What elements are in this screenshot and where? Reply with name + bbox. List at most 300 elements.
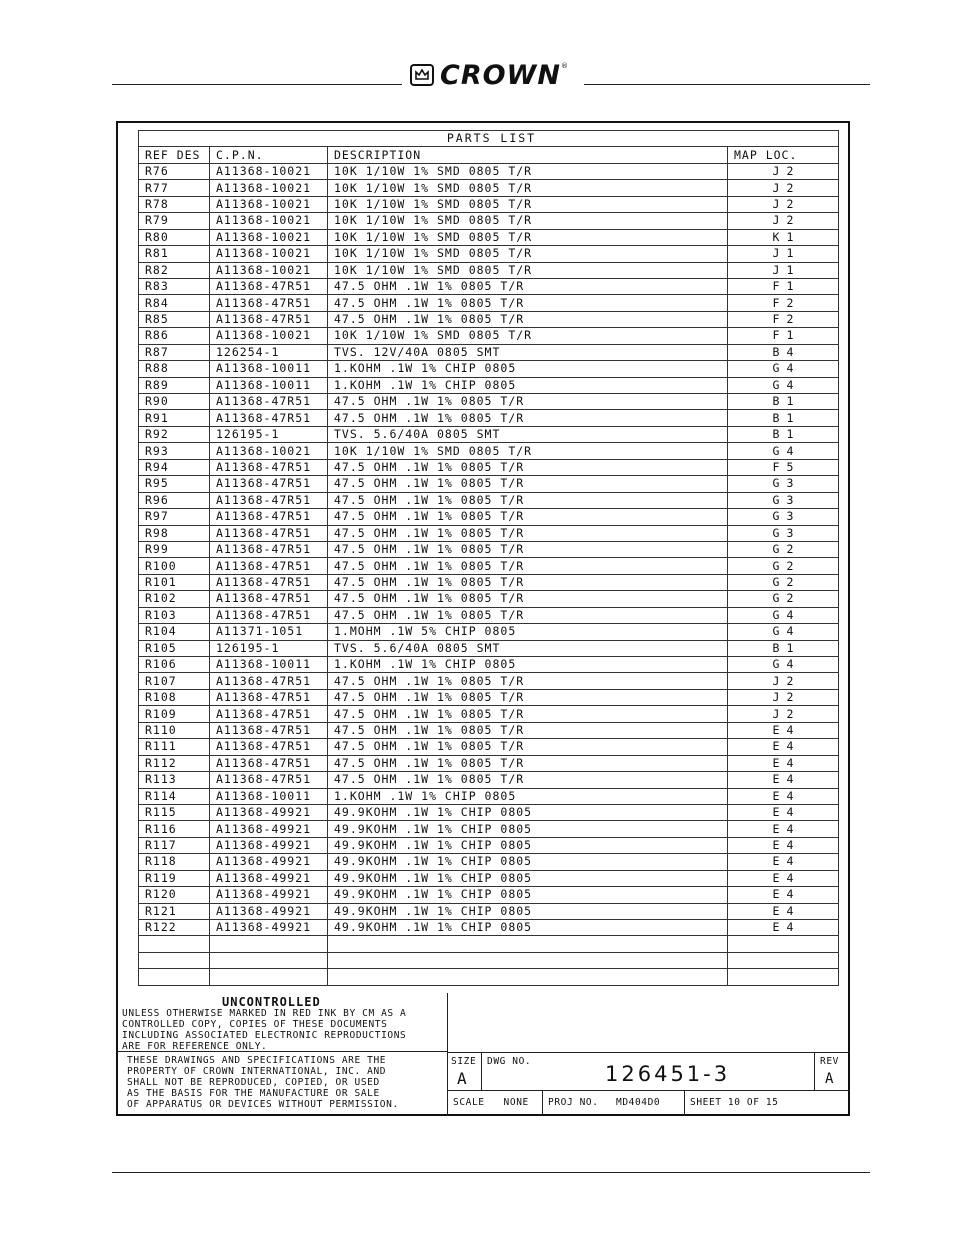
brand-name: CROWN <box>440 59 561 91</box>
map-grid-letter: G <box>772 575 780 590</box>
table-row <box>139 295 839 311</box>
table-row <box>139 804 839 820</box>
proj-label: PROJ NO. <box>548 1097 599 1108</box>
cell-ref-des: R88 <box>139 361 210 377</box>
cell-description: 47.5 OHM .1W 1% 0805 T/R <box>328 525 728 541</box>
map-grid-number: 1 <box>786 427 794 442</box>
blank-row <box>139 952 839 968</box>
map-grid-number: 4 <box>786 805 794 820</box>
cell-cpn: A11368-10021 <box>210 328 328 344</box>
map-grid-number: 1 <box>786 640 794 655</box>
cell-ref-des: R102 <box>139 591 210 607</box>
cell-description: 49.9KOHM .1W 1% CHIP 0805 <box>328 903 728 919</box>
cell-description: TVS. 5.6/40A 0805 SMT <box>328 640 728 656</box>
map-grid-number: 2 <box>786 180 794 195</box>
cell-description: 47.5 OHM .1W 1% 0805 T/R <box>328 689 728 705</box>
cell-map-loc <box>728 541 839 557</box>
cell-description: 1.KOHM .1W 1% CHIP 0805 <box>328 657 728 673</box>
map-grid-number: 2 <box>786 213 794 228</box>
table-row <box>139 509 839 525</box>
cell-description: 10K 1/10W 1% SMD 0805 T/R <box>328 229 728 245</box>
table-row <box>139 887 839 903</box>
map-grid-number: 4 <box>786 755 794 770</box>
map-grid-number: 1 <box>786 410 794 425</box>
cell-ref-des: R92 <box>139 426 210 442</box>
table-row <box>139 311 839 327</box>
cell-description: 1.KOHM .1W 1% CHIP 0805 <box>328 361 728 377</box>
table-row <box>139 426 839 442</box>
map-grid-letter: B <box>772 640 780 655</box>
cell-description: 49.9KOHM .1W 1% CHIP 0805 <box>328 821 728 837</box>
map-grid-number: 3 <box>786 492 794 507</box>
cell-cpn: A11368-49921 <box>210 920 328 936</box>
proprietary-line-4: AS THE BASIS FOR THE MANUFACTURE OR SALE <box>127 1088 380 1099</box>
cell-ref-des: R95 <box>139 476 210 492</box>
cell-cpn: A11368-47R51 <box>210 739 328 755</box>
map-grid-number: 1 <box>786 279 794 294</box>
cell-map-loc <box>728 213 839 229</box>
cell-cpn: A11368-47R51 <box>210 722 328 738</box>
cell-ref-des: R103 <box>139 607 210 623</box>
table-row <box>139 476 839 492</box>
uncontrolled-line-2: CONTROLLED COPY, COPIES OF THESE DOCUMENTS <box>122 1019 388 1030</box>
cell-cpn: A11368-47R51 <box>210 311 328 327</box>
map-grid-letter: F <box>772 312 780 327</box>
cell-cpn: A11368-10021 <box>210 229 328 245</box>
cell-description: 49.9KOHM .1W 1% CHIP 0805 <box>328 804 728 820</box>
cell-map-loc <box>728 722 839 738</box>
map-grid-number: 4 <box>786 870 794 885</box>
map-grid-number: 3 <box>786 525 794 540</box>
map-grid-letter: G <box>772 591 780 606</box>
cell-cpn: A11368-49921 <box>210 870 328 886</box>
table-row <box>139 443 839 459</box>
table-row <box>139 624 839 640</box>
cell-description: 47.5 OHM .1W 1% 0805 T/R <box>328 410 728 426</box>
cell-cpn: A11368-10011 <box>210 377 328 393</box>
table-row <box>139 262 839 278</box>
cell-ref-des: R100 <box>139 558 210 574</box>
cell-map-loc <box>728 755 839 771</box>
blank-cell <box>328 936 728 952</box>
cell-map-loc <box>728 163 839 179</box>
map-grid-letter: B <box>772 410 780 425</box>
cell-cpn: A11368-47R51 <box>210 278 328 294</box>
blank-cell <box>728 952 839 968</box>
cell-ref-des: R116 <box>139 821 210 837</box>
cell-cpn: 126195-1 <box>210 640 328 656</box>
table-row <box>139 706 839 722</box>
header-rule-left <box>112 84 402 85</box>
cell-ref-des: R82 <box>139 262 210 278</box>
table-row <box>139 377 839 393</box>
parts-list-title: PARTS LIST <box>139 131 839 147</box>
table-row <box>139 640 839 656</box>
table-row <box>139 689 839 705</box>
map-grid-number: 4 <box>786 739 794 754</box>
cell-description: 47.5 OHM .1W 1% 0805 T/R <box>328 394 728 410</box>
cell-ref-des: R93 <box>139 443 210 459</box>
blank-cell <box>328 952 728 968</box>
cell-map-loc <box>728 394 839 410</box>
cell-map-loc <box>728 673 839 689</box>
cell-ref-des: R97 <box>139 509 210 525</box>
col-cpn: C.P.N. <box>210 147 328 163</box>
map-grid-letter: G <box>772 607 780 622</box>
cell-cpn: A11368-10021 <box>210 196 328 212</box>
map-grid-number: 1 <box>786 262 794 277</box>
proprietary-line-5: OF APPARATUS OR DEVICES WITHOUT PERMISSION. <box>127 1099 399 1110</box>
cell-map-loc <box>728 196 839 212</box>
cell-ref-des: R106 <box>139 657 210 673</box>
cell-description: TVS. 12V/40A 0805 SMT <box>328 344 728 360</box>
cell-map-loc <box>728 476 839 492</box>
cell-cpn: A11368-47R51 <box>210 541 328 557</box>
cell-map-loc <box>728 920 839 936</box>
map-grid-number: 1 <box>786 229 794 244</box>
map-grid-number: 4 <box>786 722 794 737</box>
map-grid-number: 5 <box>786 459 794 474</box>
cell-cpn: A11368-47R51 <box>210 607 328 623</box>
table-row <box>139 673 839 689</box>
cell-description: 1.MOHM .1W 5% CHIP 0805 <box>328 624 728 640</box>
cell-ref-des: R89 <box>139 377 210 393</box>
cell-map-loc <box>728 262 839 278</box>
cell-cpn: A11368-49921 <box>210 804 328 820</box>
cell-cpn: A11368-47R51 <box>210 476 328 492</box>
cell-description: 10K 1/10W 1% SMD 0805 T/R <box>328 163 728 179</box>
cell-cpn: A11368-10021 <box>210 262 328 278</box>
cell-map-loc <box>728 328 839 344</box>
map-grid-number: 1 <box>786 328 794 343</box>
col-description: DESCRIPTION <box>328 147 728 163</box>
map-grid-letter: G <box>772 492 780 507</box>
uncontrolled-line-3: INCLUDING ASSOCIATED ELECTRONIC REPRODUCTIONS <box>122 1030 407 1041</box>
cell-ref-des: R107 <box>139 673 210 689</box>
map-grid-letter: F <box>772 459 780 474</box>
cell-map-loc <box>728 624 839 640</box>
cell-map-loc <box>728 525 839 541</box>
map-grid-letter: G <box>772 558 780 573</box>
map-grid-number: 4 <box>786 788 794 803</box>
cell-cpn: 126195-1 <box>210 426 328 442</box>
cell-ref-des: R87 <box>139 344 210 360</box>
table-row <box>139 722 839 738</box>
crown-logo <box>410 60 585 90</box>
table-row <box>139 607 839 623</box>
table-row <box>139 246 839 262</box>
map-grid-number: 4 <box>786 624 794 639</box>
cell-map-loc <box>728 459 839 475</box>
cell-cpn: A11368-10021 <box>210 213 328 229</box>
cell-cpn: A11368-47R51 <box>210 772 328 788</box>
table-row <box>139 574 839 590</box>
cell-description: 47.5 OHM .1W 1% 0805 T/R <box>328 509 728 525</box>
map-grid-number: 4 <box>786 821 794 836</box>
sheet-text: SHEET 10 OF 15 <box>690 1097 779 1108</box>
cell-ref-des: R120 <box>139 887 210 903</box>
table-row <box>139 920 839 936</box>
map-grid-number: 4 <box>786 838 794 853</box>
table-row <box>139 755 839 771</box>
map-grid-letter: J <box>772 213 780 228</box>
cell-ref-des: R84 <box>139 295 210 311</box>
col-map-loc: MAP LOC. <box>728 147 839 163</box>
cell-cpn: A11368-47R51 <box>210 295 328 311</box>
cell-ref-des: R96 <box>139 492 210 508</box>
cell-ref-des: R115 <box>139 804 210 820</box>
table-row <box>139 328 839 344</box>
table-row <box>139 278 839 294</box>
cell-description: 47.5 OHM .1W 1% 0805 T/R <box>328 607 728 623</box>
cell-cpn: A11368-47R51 <box>210 410 328 426</box>
cell-description: 10K 1/10W 1% SMD 0805 T/R <box>328 213 728 229</box>
table-row <box>139 903 839 919</box>
cell-map-loc <box>728 377 839 393</box>
map-grid-number: 4 <box>786 657 794 672</box>
cell-cpn: A11368-47R51 <box>210 394 328 410</box>
map-grid-letter: B <box>772 344 780 359</box>
cell-map-loc <box>728 443 839 459</box>
cell-description: 47.5 OHM .1W 1% 0805 T/R <box>328 295 728 311</box>
map-grid-number: 2 <box>786 591 794 606</box>
cell-cpn: A11368-49921 <box>210 837 328 853</box>
table-row <box>139 492 839 508</box>
cell-ref-des: R109 <box>139 706 210 722</box>
cell-description: 10K 1/10W 1% SMD 0805 T/R <box>328 246 728 262</box>
map-grid-letter: E <box>772 805 780 820</box>
cell-ref-des: R99 <box>139 541 210 557</box>
rev-label: REV <box>820 1056 839 1067</box>
table-row <box>139 591 839 607</box>
map-grid-letter: E <box>772 739 780 754</box>
table-row <box>139 821 839 837</box>
map-grid-letter: G <box>772 509 780 524</box>
cell-cpn: A11368-47R51 <box>210 673 328 689</box>
table-row <box>139 196 839 212</box>
blank-row <box>139 969 839 985</box>
map-grid-letter: G <box>772 657 780 672</box>
cell-map-loc <box>728 246 839 262</box>
cell-map-loc <box>728 591 839 607</box>
map-grid-letter: E <box>772 821 780 836</box>
cell-description: 49.9KOHM .1W 1% CHIP 0805 <box>328 920 728 936</box>
cell-cpn: A11368-47R51 <box>210 492 328 508</box>
cell-ref-des: R110 <box>139 722 210 738</box>
map-grid-letter: E <box>772 887 780 902</box>
map-grid-number: 2 <box>786 575 794 590</box>
cell-map-loc <box>728 739 839 755</box>
cell-map-loc <box>728 854 839 870</box>
blank-cell <box>728 936 839 952</box>
cell-cpn: A11368-49921 <box>210 887 328 903</box>
crown-icon <box>410 64 434 86</box>
cell-map-loc <box>728 344 839 360</box>
dwg-number: 126451-3 <box>605 1062 731 1086</box>
cell-ref-des: R113 <box>139 772 210 788</box>
cell-ref-des: R90 <box>139 394 210 410</box>
cell-map-loc <box>728 180 839 196</box>
blank-cell <box>328 969 728 985</box>
map-grid-number: 2 <box>786 558 794 573</box>
size-label: SIZE <box>451 1056 477 1067</box>
uncontrolled-line-1: UNLESS OTHERWISE MARKED IN RED INK BY CM AS A <box>122 1008 407 1019</box>
map-grid-letter: J <box>772 180 780 195</box>
map-grid-number: 2 <box>786 690 794 705</box>
map-grid-number: 4 <box>786 903 794 918</box>
map-grid-number: 2 <box>786 706 794 721</box>
cell-cpn: A11368-47R51 <box>210 591 328 607</box>
cell-description: 10K 1/10W 1% SMD 0805 T/R <box>328 443 728 459</box>
cell-map-loc <box>728 492 839 508</box>
table-row <box>139 394 839 410</box>
cell-ref-des: R111 <box>139 739 210 755</box>
cell-map-loc <box>728 295 839 311</box>
cell-description: 49.9KOHM .1W 1% CHIP 0805 <box>328 870 728 886</box>
cell-cpn: A11368-10011 <box>210 657 328 673</box>
cell-description: 47.5 OHM .1W 1% 0805 T/R <box>328 722 728 738</box>
cell-cpn: A11368-47R51 <box>210 755 328 771</box>
cell-map-loc <box>728 361 839 377</box>
map-grid-letter: G <box>772 542 780 557</box>
cell-map-loc <box>728 311 839 327</box>
cell-ref-des: R83 <box>139 278 210 294</box>
table-row <box>139 837 839 853</box>
cell-ref-des: R91 <box>139 410 210 426</box>
map-grid-number: 3 <box>786 476 794 491</box>
cell-map-loc <box>728 410 839 426</box>
cell-cpn: A11368-47R51 <box>210 558 328 574</box>
map-grid-letter: G <box>772 525 780 540</box>
map-grid-letter: B <box>772 427 780 442</box>
cell-cpn: A11368-47R51 <box>210 459 328 475</box>
map-grid-letter: F <box>772 295 780 310</box>
map-grid-number: 2 <box>786 196 794 211</box>
cell-ref-des: R114 <box>139 788 210 804</box>
table-row <box>139 344 839 360</box>
map-grid-letter: J <box>772 196 780 211</box>
map-grid-number: 4 <box>786 344 794 359</box>
blank-cell <box>210 952 328 968</box>
table-row <box>139 870 839 886</box>
map-grid-letter: K <box>772 229 780 244</box>
cell-ref-des: R117 <box>139 837 210 853</box>
parts-list-table <box>138 130 839 986</box>
proprietary-line-1: THESE DRAWINGS AND SPECIFICATIONS ARE THE <box>127 1055 387 1066</box>
cell-ref-des: R105 <box>139 640 210 656</box>
map-grid-letter: E <box>772 755 780 770</box>
map-grid-letter: E <box>772 920 780 935</box>
map-grid-number: 2 <box>786 164 794 179</box>
cell-description: 47.5 OHM .1W 1% 0805 T/R <box>328 459 728 475</box>
cell-cpn: A11368-47R51 <box>210 706 328 722</box>
cell-description: 47.5 OHM .1W 1% 0805 T/R <box>328 574 728 590</box>
blank-cell <box>139 969 210 985</box>
cell-description: 47.5 OHM .1W 1% 0805 T/R <box>328 311 728 327</box>
map-grid-letter: B <box>772 394 780 409</box>
blank-cell <box>139 952 210 968</box>
table-row <box>139 558 839 574</box>
cell-cpn: A11368-47R51 <box>210 509 328 525</box>
cell-cpn: A11368-47R51 <box>210 574 328 590</box>
blank-cell <box>139 936 210 952</box>
map-grid-letter: E <box>772 722 780 737</box>
map-grid-letter: J <box>772 246 780 261</box>
cell-map-loc <box>728 772 839 788</box>
map-grid-letter: F <box>772 279 780 294</box>
table-row <box>139 459 839 475</box>
blank-cell <box>210 936 328 952</box>
cell-ref-des: R78 <box>139 196 210 212</box>
table-row <box>139 229 839 245</box>
cell-description: TVS. 5.6/40A 0805 SMT <box>328 426 728 442</box>
cell-map-loc <box>728 278 839 294</box>
uncontrolled-title: UNCONTROLLED <box>222 995 321 1009</box>
uncontrolled-line-4: ARE FOR REFERENCE ONLY. <box>122 1041 268 1052</box>
map-grid-number: 4 <box>786 920 794 935</box>
cell-description: 47.5 OHM .1W 1% 0805 T/R <box>328 706 728 722</box>
cell-cpn: 126254-1 <box>210 344 328 360</box>
map-grid-number: 1 <box>786 246 794 261</box>
cell-ref-des: R77 <box>139 180 210 196</box>
cell-ref-des: R94 <box>139 459 210 475</box>
cell-description: 47.5 OHM .1W 1% 0805 T/R <box>328 755 728 771</box>
map-grid-letter: E <box>772 788 780 803</box>
map-grid-letter: F <box>772 328 780 343</box>
blank-cell <box>210 969 328 985</box>
map-grid-letter: G <box>772 624 780 639</box>
table-row <box>139 410 839 426</box>
map-grid-letter: E <box>772 870 780 885</box>
cell-description: 49.9KOHM .1W 1% CHIP 0805 <box>328 887 728 903</box>
blank-cell <box>728 969 839 985</box>
cell-map-loc <box>728 870 839 886</box>
cell-ref-des: R98 <box>139 525 210 541</box>
cell-description: 47.5 OHM .1W 1% 0805 T/R <box>328 673 728 689</box>
cell-ref-des: R79 <box>139 213 210 229</box>
cell-description: 47.5 OHM .1W 1% 0805 T/R <box>328 739 728 755</box>
table-row <box>139 180 839 196</box>
cell-ref-des: R118 <box>139 854 210 870</box>
cell-description: 1.KOHM .1W 1% CHIP 0805 <box>328 788 728 804</box>
cell-map-loc <box>728 426 839 442</box>
map-grid-number: 2 <box>786 542 794 557</box>
cell-cpn: A11368-10011 <box>210 788 328 804</box>
size-value: A <box>457 1069 468 1088</box>
map-grid-number: 4 <box>786 854 794 869</box>
map-grid-number: 3 <box>786 509 794 524</box>
map-grid-number: 2 <box>786 295 794 310</box>
table-row <box>139 788 839 804</box>
cell-cpn: A11368-47R51 <box>210 689 328 705</box>
table-row <box>139 772 839 788</box>
cell-map-loc <box>728 788 839 804</box>
cell-map-loc <box>728 229 839 245</box>
cell-ref-des: R112 <box>139 755 210 771</box>
table-row <box>139 361 839 377</box>
cell-description: 49.9KOHM .1W 1% CHIP 0805 <box>328 837 728 853</box>
cell-description: 47.5 OHM .1W 1% 0805 T/R <box>328 476 728 492</box>
table-row <box>139 657 839 673</box>
cell-ref-des: R86 <box>139 328 210 344</box>
rev-value: A <box>825 1071 835 1087</box>
cell-ref-des: R121 <box>139 903 210 919</box>
map-grid-letter: J <box>772 690 780 705</box>
cell-cpn: A11368-10011 <box>210 361 328 377</box>
cell-map-loc <box>728 887 839 903</box>
cell-ref-des: R101 <box>139 574 210 590</box>
proprietary-line-3: SHALL NOT BE REPRODUCED, COPIED, OR USED <box>127 1077 380 1088</box>
